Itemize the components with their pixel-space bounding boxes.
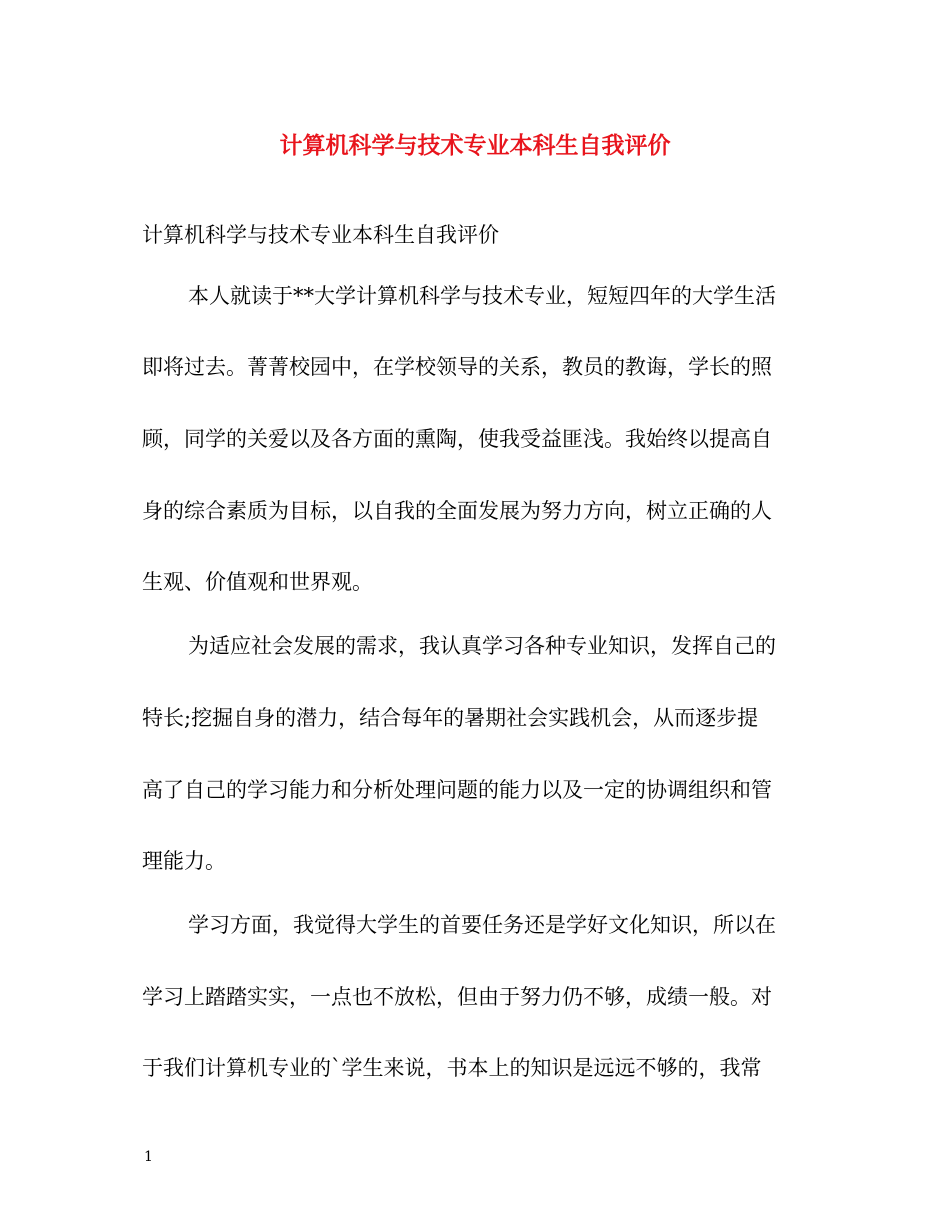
paragraph-3-line-2: 学习上踏踏实实，一点也不放松，但由于努力仍不够，成绩一般。对 [142,985,772,1009]
paragraph-1-line-3: 顾，同学的关爱以及各方面的熏陶，使我受益匪浅。我始终以提高自 [142,427,772,451]
paragraph-2-line-1: 为适应社会发展的需求，我认真学习各种专业知识，发挥自己的 [188,634,776,658]
paragraph-2-line-4: 理能力。 [142,849,226,873]
paragraph-3-line-1: 学习方面，我觉得大学生的首要任务还是学好文化知识，所以在 [188,913,776,937]
document-title: 计算机科学与技术专业本科生自我评价 [279,132,671,159]
paragraph-1-line-2: 即将过去。菁菁校园中，在学校领导的关系，教员的教诲，学长的照 [142,355,772,379]
paragraph-1-line-1: 本人就读于**大学计算机科学与技术专业，短短四年的大学生活 [188,284,776,308]
paragraph-2-line-3: 高了自己的学习能力和分析处理问题的能力以及一定的协调组织和管 [142,778,772,802]
paragraph-3-line-3: 于我们计算机专业的`学生来说，书本上的知识是远远不够的，我常 [142,1056,762,1080]
paragraph-2-line-2: 特长;挖掘自身的潜力，结合每年的暑期社会实践机会，从而逐步提 [142,706,759,730]
document-subtitle: 计算机科学与技术专业本科生自我评价 [142,223,499,247]
paragraph-1-line-5: 生观、价值观和世界观。 [142,570,373,594]
paragraph-1-line-4: 身的综合素质为目标，以自我的全面发展为努力方向，树立正确的人 [142,499,772,523]
page-number: 1 [144,1149,153,1165]
